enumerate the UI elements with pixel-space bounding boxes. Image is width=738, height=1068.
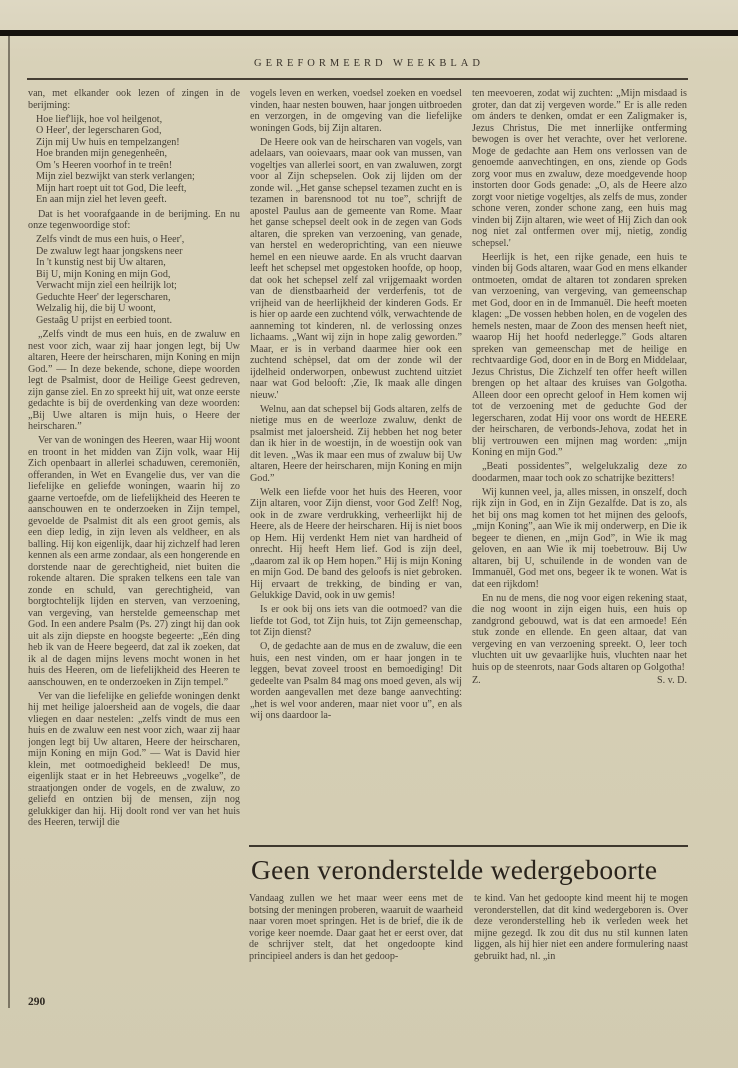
text-column-2: [250, 88, 462, 840]
article-title: Geen veronderstelde wedergeboorte: [251, 854, 658, 885]
masthead-rule: [27, 78, 688, 80]
paragraph: Heerlijk is het, een rijke genade, een huis te vinden bij Gods altaren, waar God en mens elkander ontmoeten, omdat de altaren tot zondaren spreken van verzoening, van vergeving, van gemeenschap met God, door en in de Immanuël. Die heeft moeten klagen: „De vossen hebben holen, en de vogelen des hemels nesten, maar de Zoon des mensen heeft niet, waarop Hij het hoofd nederlegge.” Gods altaren spreken van gemeenschap met de heilige en rechtvaardige God, door en in de Borg en Middelaar, Jezus Christus, Die Zichzelf ten offer heeft willen brengen op het altaar des kruises van Golgotha. Alleen door een oprecht geloof in Hem komen wij tot de verzoening met de geduchte God der legerscharen, zodat Hij voor ons wordt de HEERE der heirscharen, de verbonds-Jehova, zodat het in blij vertrouwen een mijnen mag worden: „mijn Koning en mijn God.”: [472, 251, 687, 458]
poem-line: In 't kunstig nest bij Uw altaren,: [36, 257, 166, 268]
text-column-1: [28, 88, 240, 988]
paragraph: Ver van de woningen des Heeren, waar Hij woont en troont in het midden van Zijn volk, waar Hij Zich openbaart in allerlei schaduwen, ceremoniën, offeranden, in Wet en Evangelie dus, ver van die liefelijke en geliefde woningen, waarin hij zo gaarne vertoefde, om de liefelijkheid des Heeren te aanschouwen en te onderzoeken in Zijn tempel, gevoelde de Psalmist dit als een groot gemis, als een diep ledig, in zijn leven als veldheer, en als balling. Hij kon eigenlijk, daar hij zichzelf had leren kennen als een arme zondaar, als een hongerende en dorstende naar de gerechtigheid, niet buiten die rokende altaren. Die spraken telkens een tale van zonde en schuld, van gerechtigheid, van borgtochtelijk lijden en sterven, van verzoening, van vergeving, van herstelde gemeenschap met God. In een andere Psalm (Ps. 27) zingt hij dan ook uit als zijn diepste en hoogste begeerte: „Eén ding heb ik van de Heere begeerd, dat zal ik zoeken, dat ik al de dagen mijns levens mocht wonen in het huis des Heeren, om de liefelijkheid des Heeren te aanschouwen, en te onderzoeken in Zijn tempel.”: [28, 435, 240, 688]
text-column-3: [472, 88, 687, 836]
masthead-title: GEREFORMEERD WEEKBLAD: [254, 58, 484, 69]
page-number: 290: [28, 996, 46, 1008]
paragraph: Is er ook bij ons iets van die ootmoed? van die liefde tot God, tot Zijn huis, tot Zijn gemeenschap, tot Zijn dienst?: [250, 604, 462, 638]
poem-line: Bij U, mijn Koning en mijn God,: [36, 268, 171, 280]
poem-line: Zijn mij Uw huis en tempelzangen!: [36, 136, 180, 148]
scan-edge-bar: [0, 30, 738, 36]
paragraph: Dat is het voorafgaande in de berijming. En nu onze tegenwoordige stof:: [28, 208, 240, 231]
second-article: [249, 845, 688, 962]
poem-line: Gestaâg U prijst en eerbied toont.: [36, 314, 173, 326]
poem: [36, 234, 240, 326]
poem-line: Zelfs vindt de mus een huis, o Heer',: [36, 234, 185, 245]
paragraph: En nu de mens, die nog voor eigen rekening staat, die nog woont in zijn eigen huis, een huis op zandgrond gebouwd, wat is dat een armoede! Eén stuk zonde en ellende. En geen altaar, dat van vergeving en van verzoening spreekt. O, leer toch vluchten uit uw gevaarlijke huis, vluchten naar het huis op de steenrots, naar Gods altaren op Golgotha!: [472, 592, 687, 673]
paragraph: Wij kunnen veel, ja, alles missen, in onszelf, doch rijk zijn in God, en in Zijn Gezalfde. Dat is zo, als het bij ons mag komen tot het mijnen des geloofs, „mijn Koning”, aan Wie ik mij onderwerp, en Die ik begeer te dienen, en „mijn God”, in Wie ik mag geloven, en aan Wie ik mij toebetrouw. Bij Uw altaren, bij U, schuilende in de wonden van de Immanuël, God met ons, begeer ik te wonen. Wat is dat een rijkdom!: [472, 486, 687, 590]
poem-line: Hoe lief'lijk, hoe vol heilgenot,: [36, 113, 163, 125]
paragraph: Welk een liefde voor het huis des Heeren, voor Zijn altaren, voor Zijn dienst, voor God Zelf! Nog, ook in de zware verdrukking, verheerlijkt hij de Heere, als de Heere der heirscharen. Hij is niet boos op Hem. Hij verdenkt Hem niet van hardheid of onrecht. Hij heeft Hem lief. God is zijn deel, „daarom zal ik op Hem hopen.” Hij is mijn Koning en mijn God. De band des geloofs is niet gebroken. Hij ervaart de trekking, de binding er van, Gelukkige David, ook in uw gemis!: [250, 486, 462, 601]
poem-line: Welzalig hij, die bij U woont,: [36, 303, 156, 314]
second-article-column-left: Vandaag zullen we het maar weer eens met de botsing der meningen proberen, waaruit de waarheid naar voren moet springen. Het is de brief, die ik de vorige keer noemde. Daar gaat het er eerst over, dat de schrijver stelt, dat het ongedoopte kind principieel anders is dan het gedoop-: [249, 893, 463, 962]
scan-edge-line: [8, 36, 10, 1008]
poem-line: De zwaluw legt haar jongskens neer: [36, 245, 183, 257]
poem-line: Om 's Heeren voorhof in te treên!: [36, 159, 173, 171]
paragraph: De Heere ook van de heirscharen van vogels, van adelaars, van ooievaars, maar ook van mussen, van vogeltjes van allerlei soort, en van zwaluwen, zorgt voor al Zijn schepselen. Ook zij lijden om der zonde wil. „Het ganse schepsel tezamen zucht en is tezamen in barensnood tot nu toe”, schrijft de apostel Paulus aan de gemeente van Rome. Maar het ganse schepsel deelt ook in de zegen van Gods altaren, die spreken van verzoening, van genade, van herstel en wederoprichting, van een nieuwe hemel en een nieuwe aarde. En als vrucht daarvan leeft het schepsel met opgestoken hoofde, op hoop, dat ook het schepsel zelf zal vrijgemaakt worden van de dienstbaarheid der verderfenis, tot de vrijheid van de heerlijkheid der kinderen Gods. Er is hier op aarde een zuchtend vólk, verwachtende de aanneming tot kinderen, nl. de verlossing onzes lichaams. „Want wij zijn in hope zalig geworden.” Maar, er is in verband daarmee hier ook een zuchtend schèpsel, dat om der zonde wil der ijdelheid onderworpen, onbewust zuchtend uitziet naar wat God belooft: ,Zie, Ik maak alle dingen nieuw.': [250, 136, 462, 401]
second-article-columns: [249, 893, 688, 962]
paragraph: vogels leven en werken, voedsel zoeken en voedsel vinden, haar nesten bouwen, haar jongen uitbroeden en verzorgen, in de omgeving van die liefelijke woningen Gods, bij Zijn altaren.: [250, 88, 462, 134]
signature-location: Z.: [472, 675, 481, 686]
poem-line: Geduchte Heer' der legerscharen,: [36, 291, 171, 303]
poem-line: Hoe branden mijn genegenheên,: [36, 148, 168, 159]
signature-author: S. v. D.: [656, 675, 687, 686]
paragraph: van, met elkander ook lezen of zingen in de berijming:: [28, 88, 240, 111]
poem-line: Mijn ziel bezwijkt van sterk verlangen;: [36, 171, 195, 182]
paragraph: „Beati possidentes”, welgelukzalig deze zo doodarmen, maar toch ook zo schatrijke bezitters!: [472, 461, 687, 484]
paragraph: ten meevoeren, zodat wij zuchten: „Mijn misdaad is groter, dan dat zij vergeven worde.” Er is alle reden om ánders te denken, omdat er een Zaligmaker is, Jezus Christus, Die met innerlijke ontferming bewogen is over het verachte, over het verlorene. Moge de gedachte aan Hem ons verlossen van de genoemde aanvechtingen, en ons, ziende op Gods zorg voor mus en zwaluw, deze moedgevende hoop instorten door Gods genade: „O, als de Heere alzo zorgt voor nietige vogeltjes, als zelfs de mus, zonder schone veren, zonder schone zang, een huis mag vinden bij Zijn altaren, wie weet of Hij Zich dan ook nog niet zal ontfermen over mij, nietig, zondig schepsel.': [472, 88, 687, 249]
second-article-column-right: te kind. Van het gedoopte kind meent hij te mogen veronderstellen, dat dit kind wedergeboren is. Over deze veronderstelling heb ik verleden week het mijne gezegd. Ik zou dit dus nu stil kunnen laten liggen, als hij hier niet een andere formulering naast gebruikt had, nl. „in: [474, 893, 688, 962]
paragraph: „Zelfs vindt de mus een huis, en de zwaluw en nest voor zich, waar zij haar jongen legt, bij Uw altaren, Heere der heirscharen, mijn Koning en mijn God.” — In deze bekende, schone, diepe woorden legt de Psalmist, door de Heilige Geest gedreven, zijn ganse ziel. En zo spreekt hij uit, wat onze eerste gedachte is bij de overdenking van deze woorden: „Bij Uwe altaren is mijn huis, o Heere der heirscharen.”: [28, 329, 240, 432]
poem-line: En aan mijn ziel het leven geeft.: [36, 194, 167, 205]
article-signature: [472, 675, 687, 687]
paragraph: O, de gedachte aan de mus en de zwaluw, die een huis, een nest vinden, om er haar jongen in te leggen, bevat zoveel troost en bemoediging! Dit gedeelte van Psalm 84 mag ons moed geven, als wij worden aangevallen met deze bange aanvechting: „het is wel voor anderen, maar niet voor u”, en als wij ons daardoor la-: [250, 641, 462, 721]
paragraph: Welnu, aan dat schepsel bij Gods altaren, zelfs de nietige mus en de weerloze zwaluw, denkt de psalmist met jaloersheid. Zij hebben het nog beter dan ik hier in de woestijn, in de woestijn ook van dit leven. „Was ik maar een mus of zwaluw bij Uw altaren, Heere der heirscharen, mijn Koning en mijn God.”: [250, 403, 462, 484]
poem: [36, 114, 240, 206]
column-3-blocks: [472, 88, 687, 673]
paragraph: Ver van die liefelijke en geliefde woningen denkt hij met heilige jaloersheid aan de vogels, die daar vliegen en daar nestelen: „zelfs vindt de mus een huis en de zwaluw een nest voor zich, waar zij haar jongen legt bij Uw altaren, Heere der heirscharen, mijn Koning en mijn God.” — Wat is David hier klein, met ootmoedigheid bekleed! De mus, eigenlijk staat er in het Hebreeuws „vogelke”, de straatjongen onder de vogels, en de zwaluw, zo geliefd en ontzien bij de mensen, zijn nog gelukkiger dan hij. Hij doolt rond ver van het huis des Heeren, terwijl die: [28, 690, 240, 828]
poem-line: O Heer', der legerscharen God,: [36, 125, 162, 136]
poem-line: Mijn hart roept uit tot God, Die leeft,: [36, 182, 187, 194]
poem-line: Verwacht mijn ziel een heilrijk lot;: [36, 280, 177, 291]
